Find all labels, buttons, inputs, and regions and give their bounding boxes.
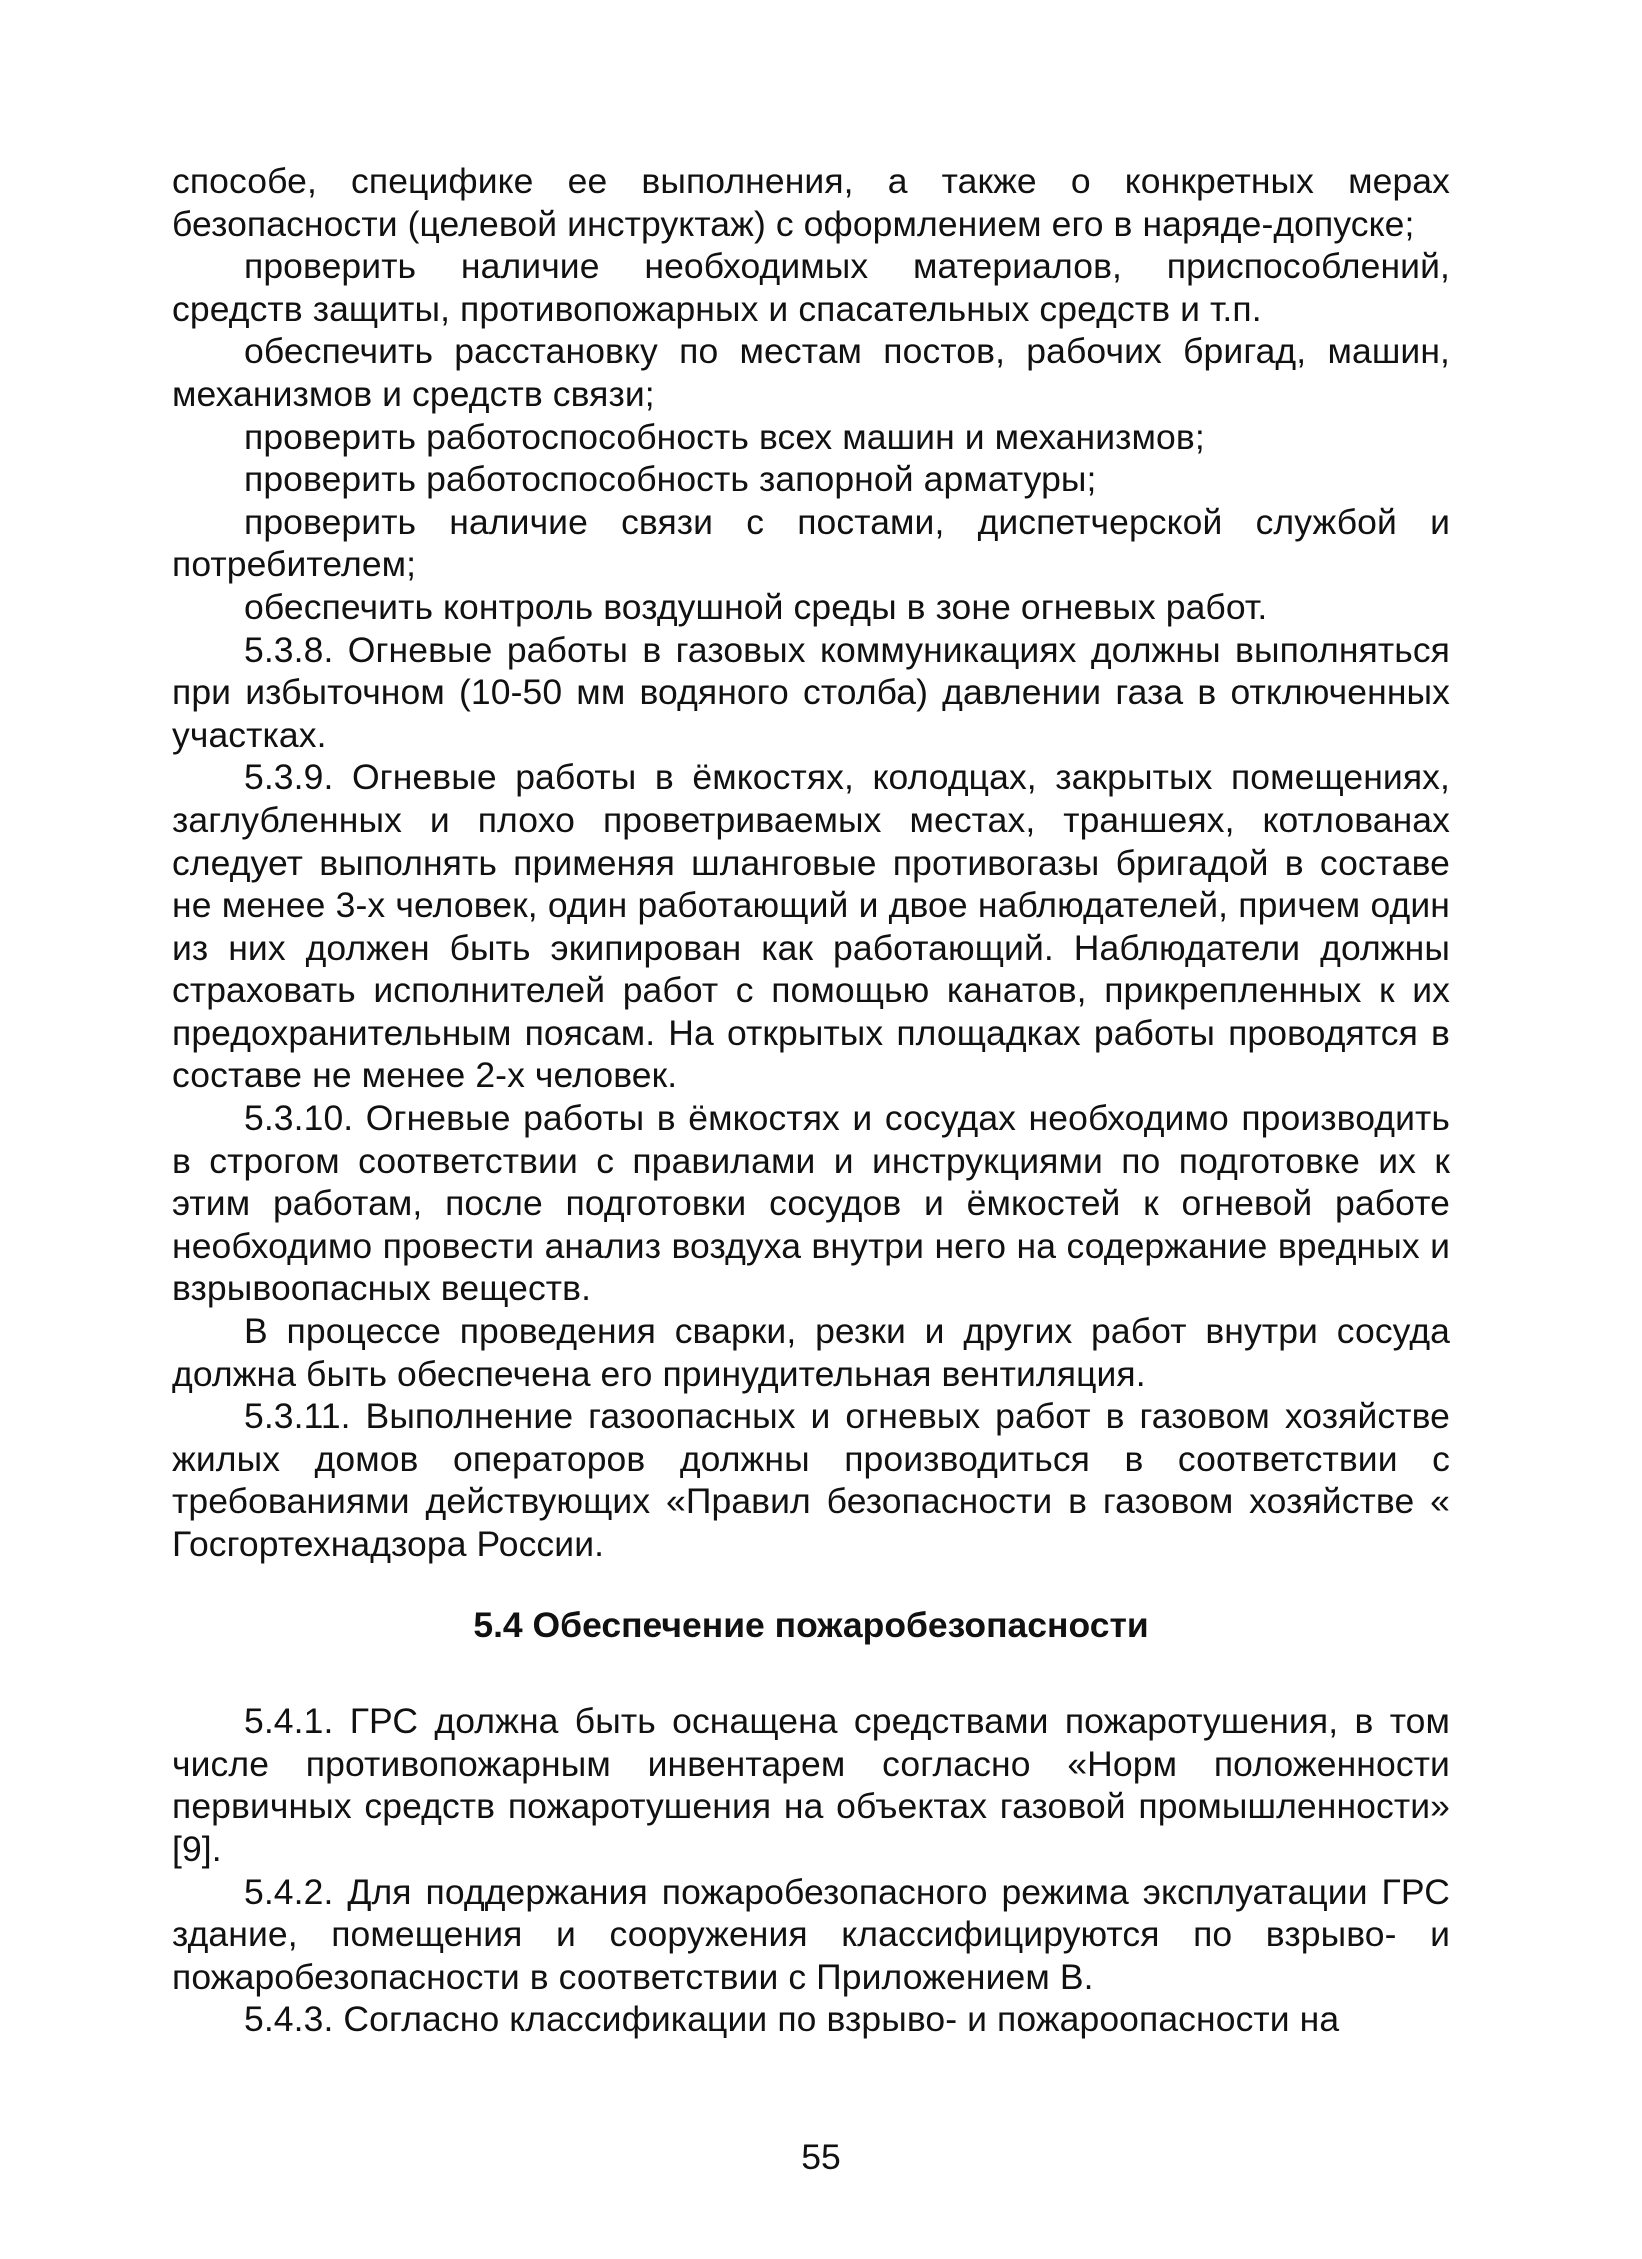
paragraph: В процессе проведения сварки, резки и других работ внутри сосуда должна быть обеспечена его принудительная вентиляция. <box>172 1311 1450 1394</box>
paragraph: проверить работоспособность запорной арматуры; <box>244 459 1097 500</box>
page-number: 55 <box>801 2137 841 2177</box>
page-body <box>172 160 1450 2041</box>
paragraph: проверить наличие связи с постами, диспетчерской службой и потребителем; <box>172 501 1450 585</box>
paragraph: способе, специфике ее выполнения, а также о конкретных мерах безопасности (целевой инструктаж) с оформлением его в наряде-допуске; <box>172 161 1450 244</box>
paragraph: 5.3.11. Выполнение газоопасных и огневых работ в газовом хозяйстве жилых домов операторов должны производиться в соответствии с требованиями действующих «Правил безопасности в газовом хозяйстве « Госгортехнадзора России. <box>172 1396 1450 1564</box>
paragraph: 5.3.10. Огневые работы в ёмкостях и сосудах необходимо производить в строгом соответствии с правилами и инструкциями по подготовке их к этим работам, после подготовки сосудов и ёмкостей к огневой работе необходимо провести анализ воздуха внутри него на содержание вредных и взрывоопасных веществ. <box>172 1098 1450 1309</box>
paragraph: проверить работоспособность всех машин и механизмов; <box>244 416 1205 457</box>
section-heading: 5.4 Обеспечение пожаробезопасности <box>473 1604 1149 1645</box>
paragraph: 5.4.1. ГРС должна быть оснащена средствами пожаротушения, в том числе противопожарным инвентарем согласно «Норм положенности первичных средств пожаротушения на объектах газовой промышленности» [9]. <box>172 1701 1450 1869</box>
paragraph: 5.4.2. Для поддержания пожаробезопасного режима эксплуатации ГРС здание, помещения и сооружения классифицируются по взрыво- и пожаробезопасности в соответствии с Приложением В. <box>172 1871 1450 1997</box>
paragraph: 5.3.8. Огневые работы в газовых коммуникациях должны выполняться при избыточном (10-50 мм водяного столба) давлении газа в отключенных участках. <box>172 629 1450 755</box>
text-block-top <box>172 160 1450 1566</box>
paragraph: обеспечить расстановку по местам постов, рабочих бригад, машин, механизмов и средств связи; <box>172 331 1450 414</box>
paragraph: 5.3.9. Огневые работы в ёмкостях, колодцах, закрытых помещениях, заглубленных и плохо проветриваемых местах, траншеях, котлованах следует выполнять применяя шланговые противогазы бригадой в составе не менее 3-х человек, один работающий и двое наблюдателей, причем один из них должен быть экипирован как работающий. Наблюдатели должны страховать исполнителей работ с помощью канатов, прикрепленных к их предохранительным поясам. На открытых площадках работы проводятся в составе не менее 2-х человек. <box>172 757 1450 1096</box>
text-block-bottom <box>172 1700 1450 2041</box>
paragraph: обеспечить контроль воздушной среды в зоне огневых работ. <box>244 586 1268 627</box>
paragraph: 5.4.3. Согласно классификации по взрыво- и пожароопасности на <box>244 1999 1340 2040</box>
paragraph: проверить наличие необходимых материалов, приспособлений, средств защиты, противопожарных и спасательных средств и т.п. <box>172 246 1450 329</box>
